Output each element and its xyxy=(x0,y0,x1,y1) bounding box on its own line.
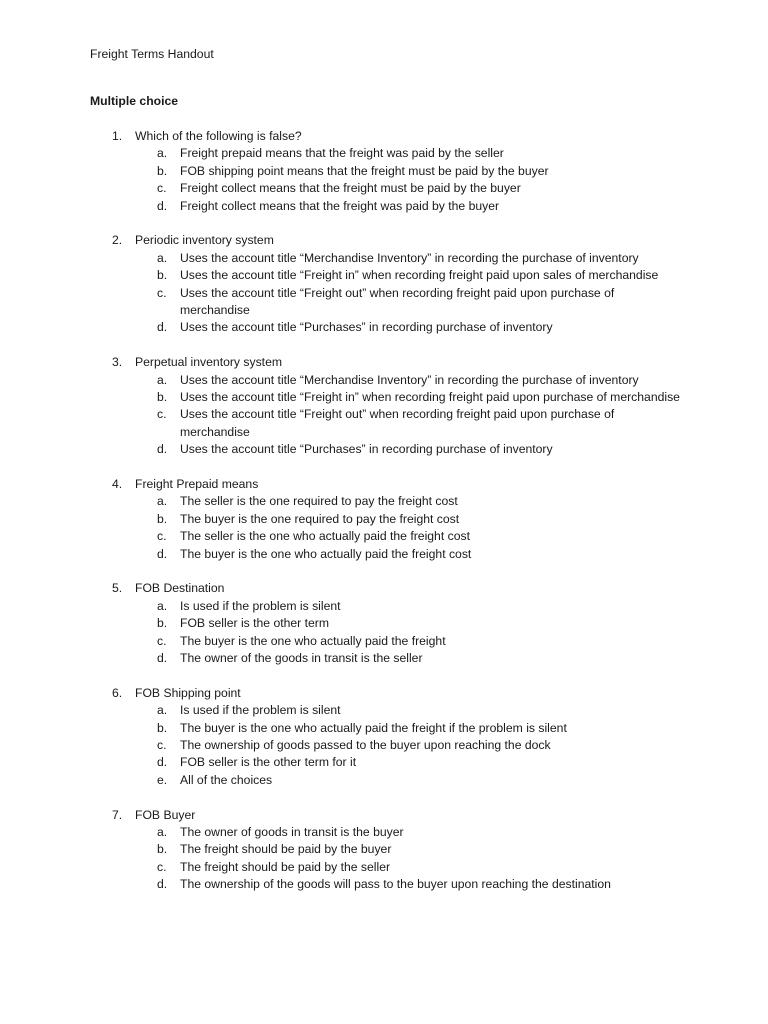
section-heading: Multiple choice xyxy=(90,94,179,108)
answer-option xyxy=(0,633,768,650)
option-text: Uses the account title “Purchases” in recording purchase of inventory xyxy=(180,320,553,335)
option-letter: c. xyxy=(157,407,167,422)
option-text: Uses the account title “Merchandise Inventory” in recording the purchase of inventory xyxy=(180,250,639,265)
answer-option xyxy=(0,772,768,789)
answer-option xyxy=(0,528,768,545)
option-text: Freight prepaid means that the freight was paid by the seller xyxy=(180,146,504,161)
option-text: The freight should be paid by the buyer xyxy=(180,842,392,857)
option-letter: d. xyxy=(157,198,168,213)
question-row xyxy=(0,580,768,597)
option-text: All of the choices xyxy=(180,772,273,787)
option-letter: d. xyxy=(157,877,168,892)
option-text: FOB seller is the other term for it xyxy=(180,755,357,770)
question-number: 5. xyxy=(112,581,123,596)
option-text: Uses the account title “Merchandise Inventory” in recording the purchase of inventory xyxy=(180,372,639,387)
answer-option xyxy=(0,319,768,336)
option-letter: c. xyxy=(157,859,167,874)
answer-option xyxy=(0,546,768,563)
question-item xyxy=(0,128,768,215)
question-item xyxy=(0,580,768,667)
option-text: The buyer is the one who actually paid the freight xyxy=(180,633,446,648)
option-letter: a. xyxy=(157,250,168,265)
option-text: The ownership of the goods will pass to the buyer upon reaching the destination xyxy=(180,877,611,892)
question-text: Freight Prepaid means xyxy=(135,477,259,492)
question-item xyxy=(0,232,768,336)
option-text: Uses the account title “Freight in” when recording freight paid upon sales of merchandise xyxy=(180,268,659,283)
option-letter: c. xyxy=(157,738,167,753)
question-item xyxy=(0,476,768,563)
option-letter: d. xyxy=(157,546,168,561)
answer-option xyxy=(0,493,768,510)
option-text: The freight should be paid by the seller xyxy=(180,859,391,874)
question-row xyxy=(0,232,768,249)
option-text: The buyer is the one who actually paid the freight if the problem is silent xyxy=(180,720,567,735)
question-item xyxy=(0,807,768,894)
answer-option xyxy=(0,250,768,267)
question-row xyxy=(0,128,768,145)
question-row xyxy=(0,685,768,702)
answer-option xyxy=(0,841,768,858)
question-number: 4. xyxy=(112,477,123,492)
question-item xyxy=(0,354,768,458)
answer-option xyxy=(0,511,768,528)
answer-option xyxy=(0,754,768,771)
option-letter: b. xyxy=(157,268,168,283)
question-number: 3. xyxy=(112,355,123,370)
answer-option xyxy=(0,702,768,719)
option-text: The ownership of goods passed to the buyer upon reaching the dock xyxy=(180,738,551,753)
option-text: The seller is the one required to pay the freight cost xyxy=(180,494,458,509)
answer-option xyxy=(0,163,768,180)
option-text: Uses the account title “Freight in” when recording freight paid upon purchase of merchandise xyxy=(180,390,680,405)
option-letter: c. xyxy=(157,633,167,648)
option-text: Uses the account title “Freight out” when recording freight paid upon purchase of merchandise xyxy=(180,407,615,439)
option-letter: d. xyxy=(157,320,168,335)
answer-option xyxy=(0,876,768,893)
answer-option xyxy=(0,737,768,754)
question-row xyxy=(0,807,768,824)
answer-option xyxy=(0,389,768,406)
option-letter: d. xyxy=(157,442,168,457)
question-number: 7. xyxy=(112,807,123,822)
option-letter: a. xyxy=(157,372,168,387)
option-text: Is used if the problem is silent xyxy=(180,598,341,613)
option-letter: b. xyxy=(157,390,168,405)
answer-option xyxy=(0,145,768,162)
option-letter: b. xyxy=(157,616,168,631)
answer-option xyxy=(0,406,768,441)
question-item xyxy=(0,685,768,789)
option-letter: d. xyxy=(157,755,168,770)
question-number: 1. xyxy=(112,129,123,143)
option-text: The buyer is the one required to pay the freight cost xyxy=(180,511,460,526)
answer-option xyxy=(0,285,768,320)
answer-option xyxy=(0,615,768,632)
option-text: The seller is the one who actually paid the freight cost xyxy=(180,529,470,544)
option-letter: e. xyxy=(157,772,168,787)
answer-option xyxy=(0,598,768,615)
option-text: FOB seller is the other term xyxy=(180,616,330,631)
answer-option xyxy=(0,720,768,737)
question-text: Perpetual inventory system xyxy=(135,355,282,370)
option-letter: a. xyxy=(157,598,168,613)
option-text: Freight collect means that the freight was paid by the buyer xyxy=(180,198,500,213)
answer-option xyxy=(0,372,768,389)
option-text: The buyer is the one who actually paid the freight cost xyxy=(180,546,472,561)
option-text: FOB shipping point means that the freight must be paid by the buyer xyxy=(180,163,549,178)
question-text: FOB Shipping point xyxy=(135,685,241,700)
option-letter: c. xyxy=(157,181,167,196)
question-text: Which of the following is false? xyxy=(135,129,302,143)
option-text: The owner of goods in transit is the buyer xyxy=(180,825,404,840)
answer-option xyxy=(0,267,768,284)
option-letter: c. xyxy=(157,285,167,300)
answer-option xyxy=(0,859,768,876)
question-text: FOB Destination xyxy=(135,581,225,596)
question-text: Periodic inventory system xyxy=(135,233,274,248)
option-letter: a. xyxy=(157,703,168,718)
option-text: Uses the account title “Freight out” when recording freight paid upon purchase of merchandise xyxy=(180,285,615,318)
option-letter: a. xyxy=(157,825,168,840)
question-list xyxy=(0,128,768,911)
question-row xyxy=(0,354,768,371)
option-letter: d. xyxy=(157,651,168,666)
option-letter: b. xyxy=(157,842,168,857)
answer-option xyxy=(0,441,768,458)
option-letter: a. xyxy=(157,494,168,509)
answer-option xyxy=(0,198,768,215)
option-text: Freight collect means that the freight must be paid by the buyer xyxy=(180,181,521,196)
question-number: 2. xyxy=(112,233,123,248)
option-text: The owner of the goods in transit is the seller xyxy=(180,651,423,666)
option-letter: a. xyxy=(157,146,168,161)
question-row xyxy=(0,476,768,493)
option-letter: b. xyxy=(157,511,168,526)
option-letter: b. xyxy=(157,163,168,178)
answer-option xyxy=(0,180,768,197)
document-title: Freight Terms Handout xyxy=(90,47,214,61)
option-letter: c. xyxy=(157,529,167,544)
option-text: Is used if the problem is silent xyxy=(180,703,341,718)
answer-option xyxy=(0,824,768,841)
option-text: Uses the account title “Purchases” in recording purchase of inventory xyxy=(180,442,553,457)
question-text: FOB Buyer xyxy=(135,807,196,822)
answer-option xyxy=(0,650,768,667)
question-number: 6. xyxy=(112,685,123,700)
option-letter: b. xyxy=(157,720,168,735)
